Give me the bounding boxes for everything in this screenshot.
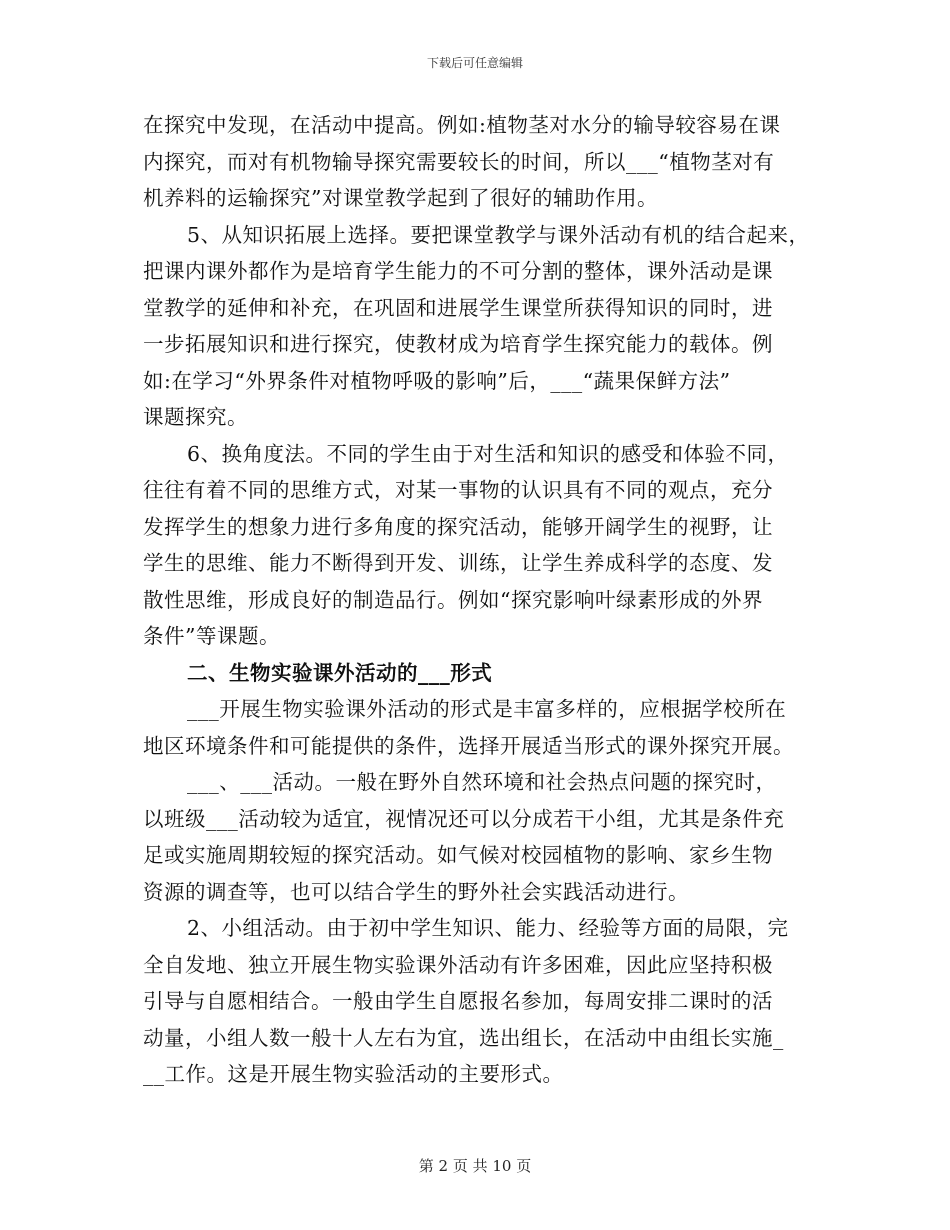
text-line: 资源的调查等，也可以结合学生的野外社会实践活动进行。 (143, 879, 689, 904)
text-line: 如:在学习“外界条件对植物呼吸的影响”后，___“蔬果保鲜方法” (143, 368, 731, 393)
text-line: 2、小组活动。由于初中学生知识、能力、经验等方面的局限，完 (187, 916, 789, 940)
text-line: 6、换角度法。不同的学生由于对生活和知识的感受和体验不同， (187, 441, 789, 466)
text-line: 以班级___活动较为适宜，视情况还可以分成若干小组，尤其是条件充 (143, 806, 785, 831)
page-footer: 第 2 页 共 10 页 (418, 1157, 532, 1175)
page-header: 下载后可任意编辑 (426, 56, 523, 70)
document-body (143, 107, 818, 1093)
text-line: 机养料的运输探究”对课堂教学起到了很好的辅助作用。 (143, 186, 658, 210)
text-line: 发挥学生的想象力进行多角度的探究活动，能够开阔学生的视野，让 (143, 514, 773, 539)
section-heading: 二、生物实验课外活动的___形式 (187, 660, 493, 685)
text-line: __工作。这是开展生物实验活动的主要形式。 (143, 1062, 564, 1086)
text-line: 内探究，而对有机物输导探究需要较长的时间，所以___“植物茎对有 (143, 149, 775, 174)
text-line: ___、___活动。一般在野外自然环境和社会热点问题的探究时， (187, 770, 777, 794)
text-line: 条件”等课题。 (143, 624, 280, 648)
text-line: 一步拓展知识和进行探究，使教材成为培育学生探究能力的载体。例 (143, 332, 773, 356)
text-line: 动量，小组人数一般十人左右为宜，选出组长，在活动中由组长实施_ (143, 1025, 784, 1050)
text-line: 地区环境条件和可能提供的条件，选择开展适当形式的课外探究开展。 (143, 733, 794, 758)
text-line: 课题探究。 (143, 405, 248, 429)
text-line: 学生的思维、能力不断得到开发、训练，让学生养成科学的态度、发 (143, 551, 773, 575)
text-line: 全自发地、独立开展生物实验课外活动有许多困难，因此应坚持积极 (143, 952, 773, 977)
text-line: 足或实施周期较短的探究活动。如气候对校园植物的影响、家乡生物 (143, 843, 773, 867)
text-line: 在探究中发现，在活动中提高。例如:植物茎对水分的输导较容易在课 (143, 113, 781, 137)
text-line: 把课内课外都作为是培育学生能力的不可分割的整体，课外活动是课 (143, 259, 773, 283)
text-line: ___开展生物实验课外活动的形式是丰富多样的，应根据学校所在 (187, 697, 787, 721)
text-line: 引导与自愿相结合。一般由学生自愿报名参加，每周安排二课时的活 (143, 989, 773, 1013)
text-line: 往往有着不同的思维方式，对某一事物的认识具有不同的观点，充分 (143, 478, 773, 502)
text-line: 堂教学的延伸和补充，在巩固和进展学生课堂所获得知识的同时，进 (143, 295, 773, 320)
text-line: 散性思维，形成良好的制造品行。例如“探究影响叶绿素形成的外界 (143, 587, 763, 612)
text-line: 5、从知识拓展上选择。要把课堂教学与课外活动有机的结合起来， (187, 222, 810, 247)
